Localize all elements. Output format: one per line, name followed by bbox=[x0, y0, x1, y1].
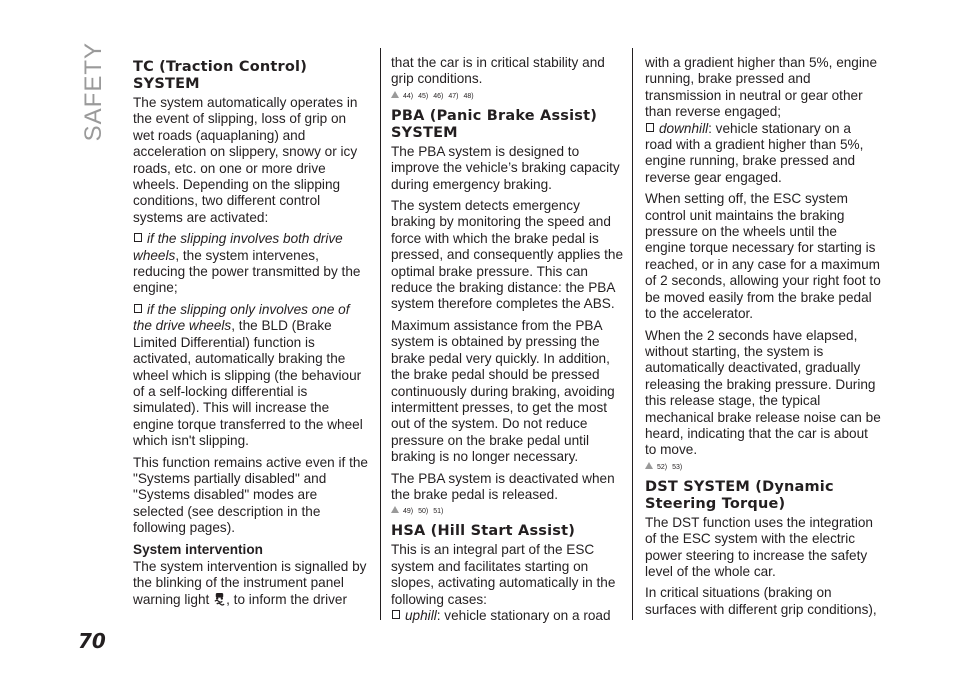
paragraph: The system automatically operates in the event of slipping, loss of grip on wet roads (aquaplaning) and acceleration on slippery, snowy or icy roads, etc. on one or more drive wheels. Depending on the slipping conditions, two different control systems are activated: bbox=[133, 95, 358, 225]
skidding-car-warning-icon bbox=[213, 592, 226, 606]
paragraph: that the car is in critical stability and grip conditions. bbox=[391, 55, 605, 87]
warning-references: 44) 45) 46) 47) 48) bbox=[391, 91, 623, 103]
paragraph: The system detects emergency braking by monitoring the speed and force with which the brake pedal is pressed, and consequently applies the optimal brake pressure. This can reduce the braking distance: the PBA system therefore completes the ABS. bbox=[391, 198, 624, 312]
column-divider bbox=[632, 48, 633, 620]
warning-references: 49) 50) 51) bbox=[391, 506, 623, 518]
warning-references: 52) 53) bbox=[645, 462, 881, 474]
paragraph: In critical situations (braking on surfaces with different grip conditions), bbox=[645, 585, 877, 617]
subheading: System intervention bbox=[133, 541, 263, 557]
page-number: 70 bbox=[78, 629, 106, 653]
paragraph: Maximum assistance from the PBA system is obtained by pressing the brake pedal very quickly. In addition, the brake pedal should be pressed continuously during braking, avoiding intermittent presses, to get the most out of the system. Do not reduce pressure on the brake pedal until braking is no longer necessary. bbox=[391, 317, 615, 465]
list-item: downhill: vehicle stationary on a road with a gradient higher than 5%, engine running, brake pressed and reverse gear engaged. bbox=[645, 120, 864, 185]
list-item: if the slipping only involves one of the drive wheels, the BLD (Brake Limited Differential) function is activated, automatically braking the wheel which is slipping (the behaviour of a self-locking differential is simulated). This will increase the engine torque transferred to the wheel which isn't slipping. bbox=[133, 301, 363, 449]
list-item: if the slipping involves both drive wheels, the system intervenes, reducing the power transmitted by the engine; bbox=[133, 231, 361, 296]
paragraph: with a gradient higher than 5%, engine running, brake pressed and transmission in neutral or gear other than reverse engaged; bbox=[645, 55, 878, 120]
paragraph: When setting off, the ESC system control unit maintains the braking pressure on the wheels until the engine torque necessary for starting is reached, or in any case for a maximum of 2 seconds, allowing your right foot to be moved easily from the brake pedal to the accelerator. bbox=[645, 191, 881, 322]
bullet-icon bbox=[392, 610, 400, 619]
pba-heading: PBA (Panic Brake Assist) SYSTEM bbox=[391, 107, 598, 141]
paragraph: This function remains active even if the "Systems partially disabled" and "Systems disabled" modes are selected (see description in the following pages). bbox=[133, 454, 368, 536]
paragraph: This is an integral part of the ESC system and facilitates starting on slopes, activating automatically in the following cases: bbox=[391, 542, 616, 607]
dst-heading: DST SYSTEM (Dynamic Steering Torque) bbox=[645, 478, 834, 512]
bullet-icon bbox=[134, 304, 142, 313]
list-item: uphill: vehicle stationary on a road bbox=[391, 608, 623, 624]
tc-heading: TC (Traction Control) SYSTEM bbox=[133, 59, 308, 92]
warning-triangle-icon bbox=[645, 462, 653, 469]
hsa-heading: HSA (Hill Start Assist) bbox=[391, 523, 576, 540]
bullet-icon bbox=[134, 233, 142, 242]
paragraph: The system intervention is signalled by the blinking of the instrument panel warning light , to inform the driver bbox=[133, 558, 367, 607]
column-1 bbox=[133, 56, 369, 613]
bullet-icon bbox=[646, 123, 654, 132]
paragraph: When the 2 seconds have elapsed, without starting, the system is automatically deactivated, gradually releasing the braking pressure. During this release stage, the typical mechanical brake release noise can be heard, indicating that the car is about to move. bbox=[645, 327, 881, 458]
warning-triangle-icon bbox=[391, 506, 399, 513]
paragraph: The PBA system is deactivated when the brake pedal is released. bbox=[391, 470, 615, 502]
section-tab: SAFETY bbox=[80, 42, 107, 142]
column-divider bbox=[380, 48, 381, 620]
warning-triangle-icon bbox=[391, 91, 399, 98]
column-2 bbox=[391, 55, 623, 629]
paragraph: The PBA system is designed to improve the vehicle’s braking capacity during emergency braking. bbox=[391, 143, 620, 192]
paragraph: The DST function uses the integration of the ESC system with the electric power steering to increase the safety level of the whole car. bbox=[645, 514, 873, 579]
column-3 bbox=[645, 55, 881, 623]
